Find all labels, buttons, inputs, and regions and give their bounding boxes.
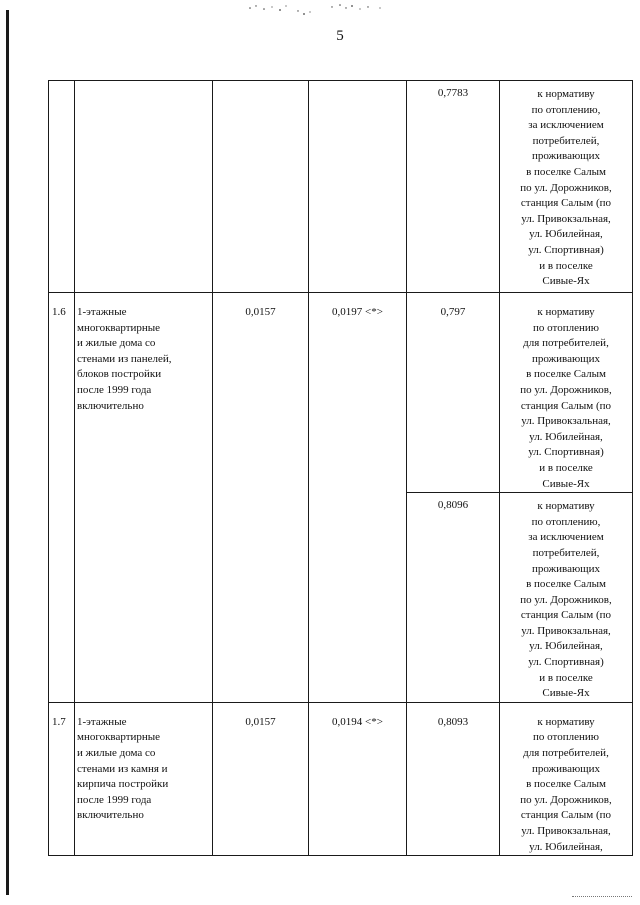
value-cell: 0,7783 (407, 81, 500, 293)
page-number: 5 (336, 28, 344, 44)
norms-table (48, 80, 633, 856)
building-type-text: 1-этажные многоквартирные и жилые дома со стенами из камня и кирпича постройки после 1999 года включительно (77, 715, 169, 822)
value-cell: 0,797 (407, 293, 500, 493)
building-type-cell (75, 702, 213, 855)
coefficient-cell (309, 81, 407, 293)
building-type-cell (75, 293, 213, 703)
table-row (49, 702, 633, 855)
note-cell: к нормативу по отоплению, за исключением потребителей, проживающих в поселке Салым по ул. Дорожников, станция Салым (по ул. Привокзальная, ул. Юбилейная, ул. Спортивная) и в поселке Сивые-Ях (500, 493, 633, 703)
coefficient-cell: 0,0157 (213, 702, 309, 855)
coefficient-cell: 0,0197 <*> (309, 293, 407, 703)
building-type-text: 1-этажные многоквартирные и жилые дома со стенами из панелей, блоков постройки после 1999 года включительно (77, 306, 172, 412)
building-type-cell (75, 81, 213, 293)
scan-edge-shadow (6, 10, 9, 895)
row-number-cell (49, 81, 75, 293)
note-cell: к нормативу по отоплению для потребителей, проживающих в поселке Салым по ул. Дорожников, станция Салым (по ул. Привокзальная, ул. Юбилейная, ул. Спортивная) и в поселке Сивые-Ях (500, 293, 633, 493)
table-row (49, 81, 633, 293)
note-cell: к нормативу по отоплению, за исключением потребителей, проживающих в поселке Салым по ул. Дорожников, станция Салым (по ул. Привокзальная, ул. Юбилейная, ул. Спортивная) и в поселке Сивые-Ях (500, 81, 633, 293)
coefficient-cell: 0,0157 (213, 293, 309, 703)
scan-noise-mark (240, 2, 390, 16)
note-cell: к нормативу по отоплению для потребителей, проживающих в поселке Салым по ул. Дорожников, станция Салым (по ул. Привокзальная, ул. Юбилейная, (500, 702, 633, 855)
row-number-cell: 1.7 (49, 702, 75, 855)
coefficient-cell: 0,0194 <*> (309, 702, 407, 855)
scan-noise-mark (572, 896, 632, 899)
value-cell: 0,8096 (407, 493, 500, 703)
row-number-cell: 1.6 (49, 293, 75, 703)
coefficient-cell (213, 81, 309, 293)
table-row (49, 293, 633, 493)
value-cell: 0,8093 (407, 702, 500, 855)
